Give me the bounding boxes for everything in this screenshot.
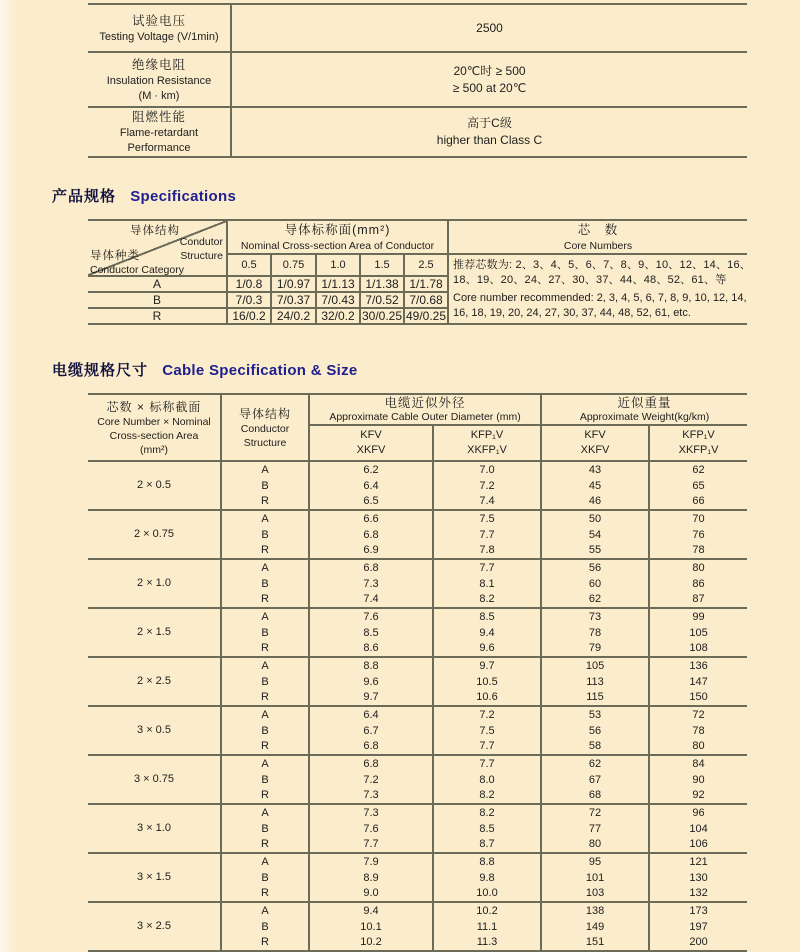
value-cell: 67: [542, 772, 650, 788]
value-cell: 7.2: [434, 707, 542, 723]
cable-row: [88, 854, 747, 870]
value-cell: 9.7: [310, 690, 434, 707]
cable-type: XKFV: [356, 444, 386, 456]
cable-type-header: [650, 426, 747, 462]
value-cell: 56: [542, 560, 650, 576]
value-cell: 80: [692, 561, 705, 574]
structure-cell: R: [222, 690, 310, 707]
area-group-en: Nominal Cross-section Area of Conductor: [240, 239, 435, 252]
structure-value: 30/0.25: [361, 309, 405, 325]
weight-group-en: Approximate Weight(kg/km): [579, 411, 710, 423]
size-label: 2 × 0.75: [88, 511, 222, 560]
size-label: 3 × 0.75: [88, 756, 222, 805]
size-label: 2 × 1.0: [88, 560, 222, 609]
table-row: [88, 3, 747, 53]
size-column-header: [88, 393, 222, 462]
property-label-cn: 绝缘电阻: [131, 57, 186, 72]
value-cell: 6.8: [310, 527, 434, 543]
size-label: 2 × 1.5: [88, 609, 222, 658]
value-cell: 58: [542, 739, 650, 756]
structure-value: 24/0.2: [272, 309, 317, 325]
spec-sheet-page: [0, 3, 800, 948]
section-heading-specifications: [52, 185, 711, 206]
property-value: [232, 108, 747, 158]
core-group-cn: 芯 数: [577, 222, 619, 237]
value-cell: 9.4: [434, 625, 542, 641]
value-cell: 147: [689, 675, 708, 688]
value-cell: 9.6: [310, 674, 434, 690]
heading-en: Cable Specification & Size: [162, 362, 358, 379]
structure-cell: A: [222, 903, 310, 919]
cable-type: XKFP₁V: [678, 444, 719, 456]
value-cell: 7.5: [434, 723, 542, 739]
area-value-header: 1.0: [317, 255, 361, 277]
value-cell: 7.7: [434, 560, 542, 576]
value-cell: 7.7: [434, 756, 542, 772]
corner-structure-en1: Condutor: [179, 236, 223, 248]
structure-value: 7/0.43: [317, 293, 361, 309]
size-label: 2 × 0.5: [88, 462, 222, 511]
cable-type: XKFV: [580, 444, 610, 456]
section-heading-cable-size: [52, 359, 711, 380]
structure-cell: B: [222, 527, 310, 543]
value-cell: 151: [542, 935, 650, 952]
cable-type-header: [542, 426, 650, 462]
specifications-table: [88, 219, 752, 325]
property-value-line: 2500: [476, 20, 503, 35]
value-cell: 10.1: [310, 919, 434, 935]
value-cell: 70: [692, 512, 705, 525]
structure-cell: B: [222, 870, 310, 886]
value-cell: 8.2: [434, 788, 542, 805]
value-cell: 138: [542, 903, 650, 919]
diagonal-header-cell: [88, 219, 228, 277]
value-cell: 7.2: [434, 478, 542, 494]
value-cell: 9.7: [434, 658, 542, 674]
size-label: 3 × 2.5: [88, 903, 222, 952]
value-cell: 7.0: [434, 462, 542, 478]
size-label: 3 × 0.5: [88, 707, 222, 756]
value-cell: 7.3: [310, 576, 434, 592]
value-cell: 96: [692, 806, 705, 819]
corner-category-cn: 导体种类: [90, 250, 140, 262]
property-label: [88, 108, 232, 158]
area-group-cn: 导体标称面(mm²): [284, 222, 391, 237]
value-cell: 103: [542, 886, 650, 903]
property-value-line: 高于C级: [467, 116, 512, 130]
value-cell: 8.2: [434, 805, 542, 821]
value-cell: 7.7: [434, 739, 542, 756]
property-value: [232, 3, 747, 53]
area-value-header: 0.75: [272, 255, 317, 277]
value-cell: 56: [542, 723, 650, 739]
value-cell: 84: [692, 757, 705, 770]
value-cell: 92: [650, 788, 747, 805]
table-row: [88, 393, 747, 426]
corner-structure-en2: Structure: [180, 250, 223, 262]
property-label-cn: 阻燃性能: [131, 110, 186, 124]
value-cell: 7.5: [434, 511, 542, 527]
structure-cell: B: [222, 674, 310, 690]
value-cell: 87: [650, 592, 747, 609]
core-text-en: Core number recommended: 2, 3, 4, 5, 6, 7, 8, 9, 10, 12, 14,: [453, 291, 747, 304]
property-value-line: ≥ 500 at 20℃: [452, 80, 527, 95]
diameter-group-en: Approximate Cable Outer Diameter (mm): [329, 411, 521, 423]
value-cell: 60: [542, 576, 650, 592]
structure-cell: R: [222, 837, 310, 854]
structure-cell: A: [222, 658, 310, 674]
core-group-header: [449, 219, 747, 255]
property-label-en: Flame-retardant Performance: [119, 127, 199, 154]
value-cell: 8.5: [434, 609, 542, 625]
value-cell: 9.8: [434, 870, 542, 886]
value-cell: 76: [692, 528, 705, 541]
value-cell: 9.6: [434, 641, 542, 658]
weight-group-cn: 近似重量: [617, 396, 672, 410]
size-label: 3 × 1.0: [88, 805, 222, 854]
value-cell: 7.3: [310, 788, 434, 805]
value-cell: 10.0: [434, 886, 542, 903]
value-cell: 101: [542, 870, 650, 886]
value-cell: 7.7: [310, 837, 434, 854]
value-cell: 99: [692, 610, 705, 623]
cable-row: [88, 511, 747, 527]
structure-cell: R: [222, 494, 310, 511]
value-cell: 6.7: [310, 723, 434, 739]
value-cell: 6.9: [310, 543, 434, 560]
value-cell: 8.7: [434, 837, 542, 854]
heading-en: Specifications: [130, 188, 237, 205]
structure-cell: A: [222, 560, 310, 576]
value-cell: 90: [692, 773, 705, 786]
value-cell: 11.3: [434, 935, 542, 952]
value-cell: 10.5: [434, 674, 542, 690]
size-label: 3 × 1.5: [88, 854, 222, 903]
structure-header-en: Structure: [243, 436, 287, 449]
cable-row: [88, 805, 747, 821]
value-cell: 149: [542, 919, 650, 935]
value-cell: 136: [689, 659, 708, 672]
value-cell: 72: [542, 805, 650, 821]
structure-cell: A: [222, 707, 310, 723]
structure-cell: R: [222, 788, 310, 805]
cable-size-table: [88, 393, 747, 952]
property-label-cn: 试验电压: [131, 13, 186, 28]
structure-value: 1/1.78: [405, 277, 449, 293]
value-cell: 62: [542, 592, 650, 609]
value-cell: 6.5: [310, 494, 434, 511]
property-label-unit: (M · km): [138, 89, 180, 102]
structure-cell: A: [222, 462, 310, 478]
category-cell: R: [88, 309, 228, 325]
value-cell: 132: [650, 886, 747, 903]
structure-value: 7/0.52: [361, 293, 405, 309]
property-label-en: Testing Voltage (V/1min): [99, 30, 219, 43]
structure-cell: A: [222, 609, 310, 625]
structure-cell: R: [222, 592, 310, 609]
value-cell: 8.8: [434, 854, 542, 870]
cable-type: XKFP₁V: [467, 444, 507, 456]
value-cell: 10.6: [434, 690, 542, 707]
structure-cell: B: [222, 821, 310, 837]
value-cell: 7.9: [310, 854, 434, 870]
value-cell: 200: [650, 935, 747, 952]
size-header-unit: (mm²): [140, 443, 168, 456]
value-cell: 9.0: [310, 886, 434, 903]
corner-category-en: Conductor Category: [90, 264, 184, 276]
structure-cell: B: [222, 919, 310, 935]
value-cell: 86: [692, 577, 705, 590]
structure-header-cn: 导体结构: [238, 406, 291, 421]
cable-row: [88, 560, 747, 576]
table-row: [88, 108, 747, 158]
area-value-header: 0.5: [228, 255, 272, 277]
size-header-cn: 芯数 × 标称截面: [106, 399, 202, 414]
structure-cell: R: [222, 935, 310, 952]
value-cell: 80: [650, 739, 747, 756]
structure-cell: R: [222, 886, 310, 903]
value-cell: 50: [542, 511, 650, 527]
value-cell: 8.2: [434, 592, 542, 609]
value-cell: 8.1: [434, 576, 542, 592]
value-cell: 115: [542, 690, 650, 707]
value-cell: 55: [542, 543, 650, 560]
structure-header-en: Conductor: [240, 422, 290, 435]
value-cell: 78: [692, 724, 705, 737]
structure-value: 32/0.2: [317, 309, 361, 325]
value-cell: 7.6: [310, 609, 434, 625]
value-cell: 7.7: [434, 527, 542, 543]
structure-column-header: [222, 393, 310, 462]
value-cell: 6.8: [310, 739, 434, 756]
core-text-cn: 18、19、20、24、27、30、37、44、48、52、61、等: [453, 273, 727, 286]
value-cell: 72: [692, 708, 705, 721]
cable-type: KFV: [360, 429, 382, 441]
value-cell: 121: [689, 855, 708, 868]
structure-cell: B: [222, 772, 310, 788]
size-label: 2 × 2.5: [88, 658, 222, 707]
core-numbers-cell: [449, 255, 752, 325]
value-cell: 53: [542, 707, 650, 723]
core-text-en: 16, 18, 19, 20, 24, 27, 30, 37, 44, 48, 52, 61, etc.: [453, 306, 691, 319]
structure-cell: R: [222, 543, 310, 560]
property-value-line: 20℃时 ≥ 500: [453, 63, 526, 78]
structure-cell: R: [222, 739, 310, 756]
area-value-header: 1.5: [361, 255, 405, 277]
value-cell: 62: [692, 463, 705, 476]
cable-type-header: [434, 426, 542, 462]
size-header-en: Core Number × Nominal: [97, 415, 211, 428]
property-label-en: Insulation Resistance: [106, 74, 212, 87]
structure-value: 1/0.8: [228, 277, 272, 293]
structure-value: 1/1.13: [317, 277, 361, 293]
cable-row: [88, 658, 747, 674]
value-cell: 113: [542, 674, 650, 690]
value-cell: 105: [689, 626, 708, 639]
structure-value: 49/0.25: [405, 309, 449, 325]
value-cell: 62: [542, 756, 650, 772]
core-text-cn: 推荐芯数为: 2、3、4、5、6、7、8、9、10、12、14、16、: [453, 258, 752, 271]
value-cell: 45: [542, 478, 650, 494]
size-header-en: Cross-section Area: [109, 429, 199, 442]
structure-cell: A: [222, 805, 310, 821]
value-cell: 78: [650, 543, 747, 560]
structure-cell: A: [222, 854, 310, 870]
value-cell: 11.1: [434, 919, 542, 935]
table-row: [88, 53, 747, 108]
value-cell: 106: [650, 837, 747, 854]
table-row: [88, 219, 747, 255]
value-cell: 150: [650, 690, 747, 707]
value-cell: 46: [542, 494, 650, 511]
value-cell: 10.2: [434, 903, 542, 919]
value-cell: 130: [689, 871, 708, 884]
structure-value: 16/0.2: [228, 309, 272, 325]
category-cell: B: [88, 293, 228, 309]
cable-row: [88, 609, 747, 625]
property-label: [88, 53, 232, 108]
value-cell: 7.6: [310, 821, 434, 837]
value-cell: 65: [692, 479, 705, 492]
value-cell: 104: [689, 822, 708, 835]
diameter-group-cn: 电缆近似外径: [384, 396, 466, 410]
category-cell: A: [88, 277, 228, 293]
value-cell: 6.4: [310, 478, 434, 494]
value-cell: 6.4: [310, 707, 434, 723]
value-cell: 73: [542, 609, 650, 625]
value-cell: 7.3: [310, 805, 434, 821]
value-cell: 197: [689, 920, 708, 933]
structure-value: 7/0.37: [272, 293, 317, 309]
value-cell: 68: [542, 788, 650, 805]
structure-cell: R: [222, 641, 310, 658]
value-cell: 78: [542, 625, 650, 641]
value-cell: 6.8: [310, 560, 434, 576]
structure-cell: B: [222, 625, 310, 641]
property-value: [232, 53, 747, 108]
structure-cell: B: [222, 723, 310, 739]
structure-value: 7/0.3: [228, 293, 272, 309]
value-cell: 79: [542, 641, 650, 658]
value-cell: 108: [650, 641, 747, 658]
value-cell: 66: [650, 494, 747, 511]
value-cell: 7.2: [310, 772, 434, 788]
value-cell: 80: [542, 837, 650, 854]
structure-value: 1/1.38: [361, 277, 405, 293]
value-cell: 8.0: [434, 772, 542, 788]
value-cell: 6.2: [310, 462, 434, 478]
value-cell: 7.4: [434, 494, 542, 511]
value-cell: 7.4: [310, 592, 434, 609]
corner-structure-cn: 导体结构: [130, 225, 180, 237]
value-cell: 10.2: [310, 935, 434, 952]
cable-type: KFP₁V: [682, 429, 715, 441]
area-value-header: 2.5: [405, 255, 449, 277]
weight-group-header: [542, 393, 747, 426]
diameter-group-header: [310, 393, 542, 426]
heading-cn: 电缆规格尺寸: [52, 362, 149, 379]
cable-type-header: [310, 426, 434, 462]
value-cell: 6.6: [310, 511, 434, 527]
property-label: [88, 3, 232, 53]
structure-cell: B: [222, 576, 310, 592]
structure-cell: B: [222, 478, 310, 494]
structure-value: 1/0.97: [272, 277, 317, 293]
value-cell: 7.8: [434, 543, 542, 560]
value-cell: 173: [689, 904, 708, 917]
value-cell: 9.4: [310, 903, 434, 919]
value-cell: 105: [542, 658, 650, 674]
value-cell: 54: [542, 527, 650, 543]
cable-type: KFV: [584, 429, 606, 441]
cable-row: [88, 707, 747, 723]
value-cell: 43: [542, 462, 650, 478]
value-cell: 8.9: [310, 870, 434, 886]
value-cell: 8.5: [310, 625, 434, 641]
properties-table: [88, 3, 747, 158]
cable-type: KFP₁V: [470, 429, 504, 441]
structure-value: 7/0.68: [405, 293, 449, 309]
cable-table-body: [88, 462, 747, 952]
structure-cell: A: [222, 511, 310, 527]
heading-cn: 产品规格: [52, 188, 117, 205]
value-cell: 77: [542, 821, 650, 837]
value-cell: 8.6: [310, 641, 434, 658]
cable-row: [88, 756, 747, 772]
structure-cell: A: [222, 756, 310, 772]
value-cell: 95: [542, 854, 650, 870]
value-cell: 6.8: [310, 756, 434, 772]
cable-row: [88, 462, 747, 478]
property-value-line: higher than Class C: [436, 133, 543, 147]
value-cell: 8.8: [310, 658, 434, 674]
core-group-en: Core Numbers: [563, 239, 633, 252]
area-group-header: [228, 219, 449, 255]
cable-row: [88, 903, 747, 919]
value-cell: 8.5: [434, 821, 542, 837]
